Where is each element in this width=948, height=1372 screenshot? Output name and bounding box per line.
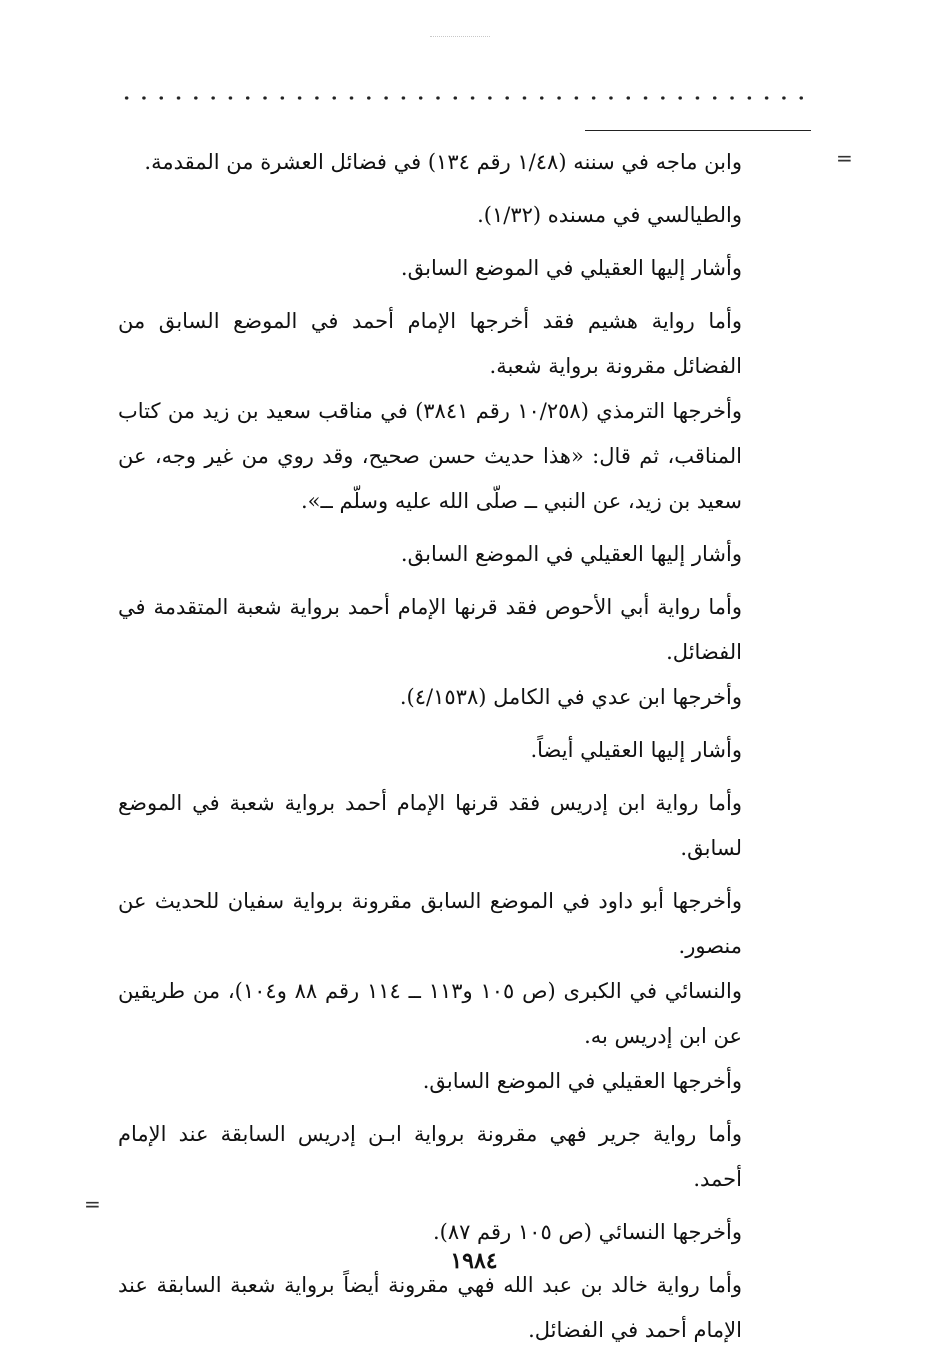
paragraph-1: وابن ماجه في سننه (١/٤٨ رقم ١٣٤) في فضائل العشرة من المقدمة. [144, 150, 742, 174]
continuation-mark-top: = [836, 146, 853, 170]
paragraph-16: وأما رواية خالد بن عبد الله فهي مقرونة أيضاً برواية شعبة السابقة عند الإمام أحمد في الفضائل. [118, 1273, 742, 1342]
faint-dotted-mark [430, 36, 490, 37]
paragraph-8: وأخرجها ابن عدي في الكامل (٤/١٥٣٨). [399, 685, 742, 709]
paragraph-6: وأشار إليها العقيلي في الموضع السابق. [400, 542, 742, 566]
continuation-mark-bottom: = [84, 1192, 101, 1216]
paragraph-9: وأشار إليها العقيلي أيضاً. [530, 738, 742, 762]
paragraph-2: والطيالسي في مسنده (١/٣٢). [477, 203, 742, 227]
paragraph-7: وأما رواية أبي الأحوص فقد قرنها الإمام أحمد برواية شعبة المتقدمة في الفضائل. [118, 595, 742, 664]
paragraph-5: وأخرجها الترمذي (١٠/٢٥٨ رقم ٣٨٤١) في مناقب سعيد بن زيد من كتاب المناقب، ثم قال: «هذا حديث حسن صحيح، وقد روي من غير وجه، عن سعيد بن زيد، عن النبي ــ صلّى الله عليه وسلّم ــ». [118, 399, 742, 513]
paragraph-12: والنسائي في الكبرى (ص ١٠٥ و١١٣ ــ ١١٤ رقم ٨٨ و١٠٤)، من طريقين عن ابن إدريس به. [118, 979, 742, 1048]
paragraph-15: وأخرجها النسائي (ص ١٠٥ رقم ٨٧). [432, 1220, 742, 1244]
paragraph-4: وأما رواية هشيم فقد أخرجها الإمام أحمد في الموضع السابق من الفضائل مقرونة برواية شعبة. [118, 309, 742, 378]
footnote-rule [585, 130, 811, 131]
footnote-text [118, 140, 742, 1353]
paragraph-10: وأما رواية ابن إدريس فقد قرنها الإمام أحمد برواية شعبة في الموضع لسابق. [118, 791, 742, 860]
paragraph-14: وأما رواية جرير فهي مقرونة برواية ابـن إدريس السابقة عند الإمام أحمد. [118, 1122, 742, 1191]
dotted-separator [118, 96, 810, 100]
paragraph-3: وأشار إليها العقيلي في الموضع السابق. [400, 256, 742, 280]
page-number: ١٩٨٤ [450, 1248, 498, 1274]
paragraph-13: وأخرجها العقيلي في الموضع السابق. [422, 1069, 742, 1093]
paragraph-11: وأخرجها أبو داود في الموضع السابق مقرونة برواية سفيان للحديث عن منصور. [118, 889, 742, 958]
